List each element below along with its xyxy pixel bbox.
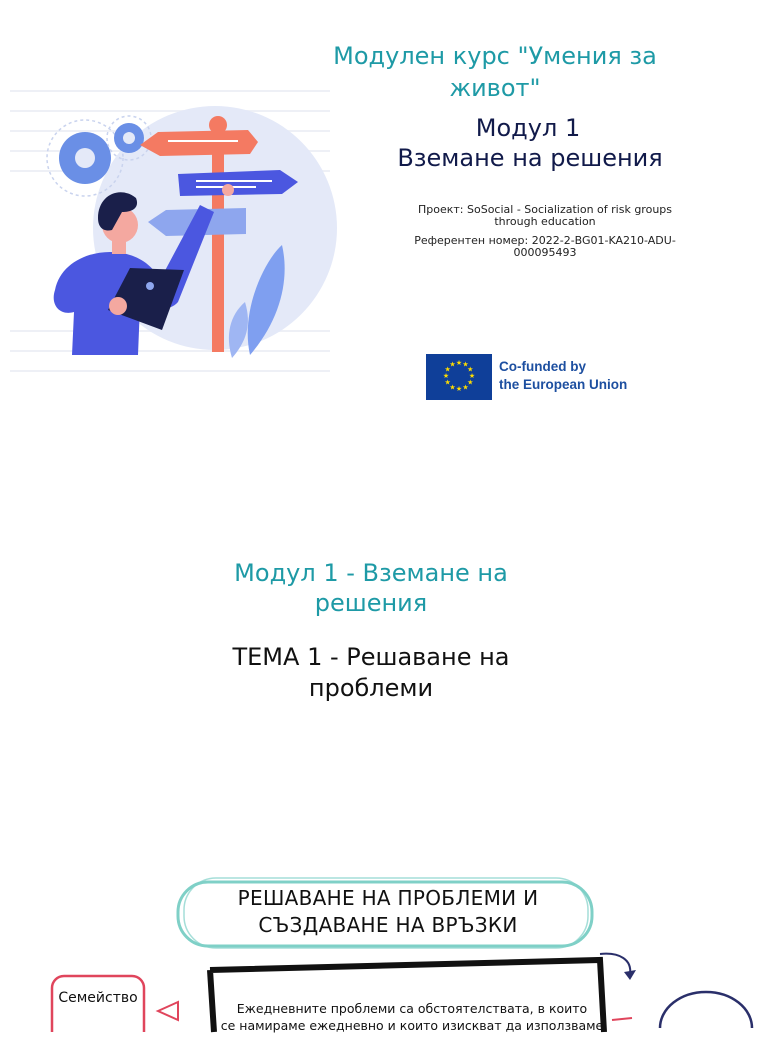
- signpost-illustration: [0, 80, 345, 380]
- svg-text:★: ★: [449, 383, 456, 392]
- svg-text:★: ★: [449, 360, 456, 369]
- arrow-left-icon: [154, 998, 184, 1024]
- description-line-2: се намираме ежедневно и които изискват да използваме: [220, 1018, 604, 1033]
- svg-text:★: ★: [462, 360, 469, 369]
- project-line: Проект: SoSocial - Socialization of risk groups through education: [418, 203, 672, 228]
- eu-cofunded-logo: [426, 354, 646, 400]
- eu-logo-line2: the European Union: [499, 377, 628, 392]
- svg-text:★: ★: [462, 383, 469, 392]
- svg-text:★: ★: [468, 372, 476, 380]
- svg-text:★: ★: [442, 372, 450, 380]
- svg-text:★: ★: [444, 365, 451, 374]
- course-title: Модулен курс "Умения за живот": [333, 42, 657, 102]
- topic-heading: ТЕМА 1 - Решаване на проблеми: [232, 643, 510, 702]
- reference-number: Референтен номер: 2022-2-BG01-KA210-ADU-000095493: [414, 234, 676, 259]
- module-topic-title: Модул 1 - Вземане на решения: [234, 559, 508, 617]
- section-banner-title: РЕШАВАНЕ НА ПРОБЛЕМИ И СЪЗДАВАНЕ НА ВРЪЗКИ: [237, 886, 539, 937]
- svg-text:★: ★: [455, 359, 463, 367]
- svg-text:★: ★: [455, 385, 463, 393]
- circle-node-outline: [620, 984, 768, 1028]
- module-number: Модул 1: [475, 114, 581, 142]
- svg-text:★: ★: [444, 378, 451, 387]
- module-name: Вземане на решения: [397, 144, 663, 172]
- description-line-1: Ежедневните проблеми са обстоятелствата, в които: [236, 1001, 588, 1016]
- family-node-label: Семейство: [58, 990, 138, 1006]
- eu-flag-icon: [426, 354, 492, 400]
- svg-text:★: ★: [467, 378, 474, 387]
- svg-text:★: ★: [467, 365, 474, 374]
- problems-description: [214, 1000, 610, 1034]
- eu-logo-line1: Co-funded by: [499, 359, 586, 374]
